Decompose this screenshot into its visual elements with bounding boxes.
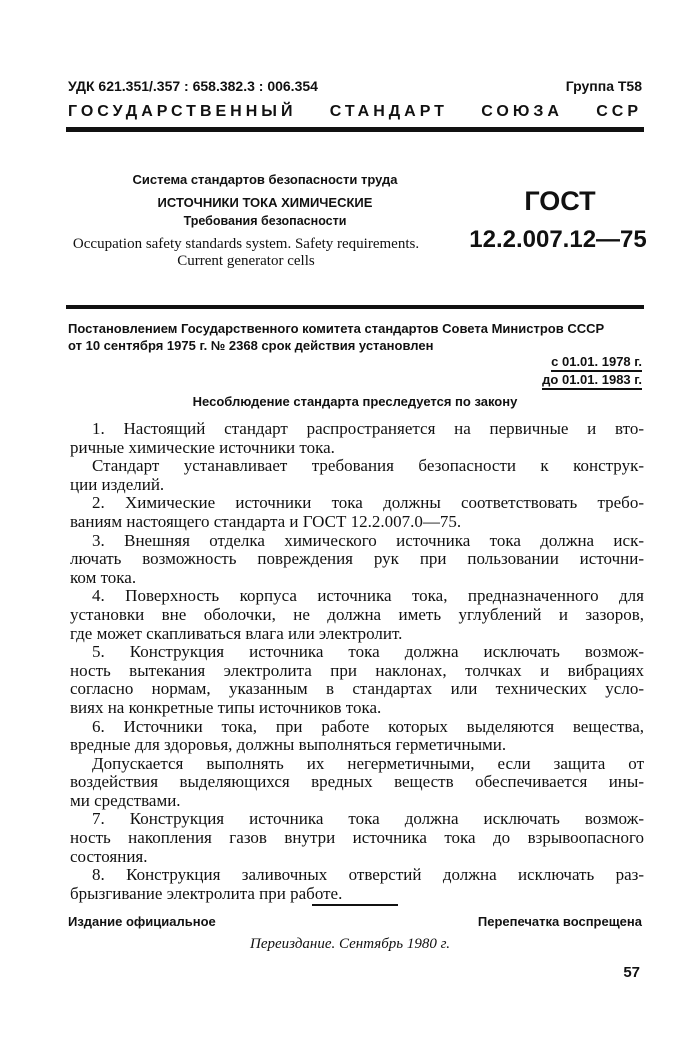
valid-to: до 01.01. 1983 г.	[542, 372, 642, 390]
banner-word: СОЮЗА	[481, 103, 563, 120]
udk-code: УДК 621.351/.357 : 658.382.3 : 006.354	[68, 78, 318, 94]
paragraph-line: брызгивание электролита при работе.	[70, 883, 343, 903]
paragraph-line: ваниям настоящего стандарта и ГОСТ 12.2.007.0—75.	[70, 511, 462, 531]
page-number: 57	[623, 964, 640, 981]
state-standard-banner	[68, 103, 642, 121]
paragraph	[70, 457, 644, 494]
banner-word: ССР	[596, 103, 642, 120]
paragraph-line: лючать возможность повреждения рук при пользовании источни-	[70, 549, 644, 569]
paragraph-line: 8. Конструкция заливочных отверстий должна исключать раз-	[92, 865, 644, 885]
paragraph	[70, 755, 644, 811]
paragraph-line: ность накопления газов внутри источника тока до взрывоопасного	[70, 828, 644, 848]
paragraph-line: 7. Конструкция источника тока должна исключать возмож-	[92, 809, 644, 829]
reprint-prohibited: Перепечатка воспрещена	[477, 914, 642, 929]
group-code: Группа Т58	[565, 78, 642, 94]
paragraph	[70, 643, 644, 717]
paragraph	[70, 494, 644, 531]
decree-line: от 10 сентября 1975 г. № 2368 срок действия установлен	[68, 338, 434, 353]
paragraph	[70, 420, 644, 457]
standards-system: Система стандартов безопасности труда	[132, 172, 398, 187]
paragraph-line: состояния.	[70, 846, 148, 866]
footer-separator	[312, 904, 398, 906]
title-rule	[66, 305, 644, 309]
paragraph-line: ком тока.	[70, 567, 137, 587]
decree-line: Постановлением Государственного комитета стандартов Совета Министров СССР	[68, 321, 605, 336]
paragraph-line: 4. Поверхность корпуса источника тока, предназначенного для	[92, 586, 644, 606]
paragraph-line: где может скапливаться влага или электролит.	[70, 623, 403, 643]
paragraph-line: ность вытекания электролита при наклонах, толчках и вибрациях	[70, 660, 644, 680]
paragraph-line: 3. Внешняя отделка химического источника тока должна иск-	[92, 530, 644, 550]
english-title-line: Current generator cells	[177, 253, 315, 269]
paragraph-line: Стандарт устанавливает требования безопасности к конструк-	[92, 456, 644, 476]
document-subtitle: Требования безопасности	[183, 214, 347, 228]
paragraph	[70, 532, 644, 588]
paragraph-line: ричные химические источники тока.	[70, 437, 335, 457]
paragraph-line: ции изделий.	[70, 474, 165, 494]
paragraph-line: 1. Настоящий стандарт распространяется на первичные и вто-	[92, 419, 644, 438]
english-title-line: Occupation safety standards system. Safety requirements.	[72, 236, 420, 252]
paragraph	[70, 866, 644, 903]
banner-word: ГОСУДАРСТВЕННЫЙ	[68, 103, 297, 120]
paragraph-line: 6. Источники тока, при работе которых выделяются вещества,	[92, 716, 644, 736]
paragraph-line: вредные для здоровья, должны выполняться герметичными.	[70, 735, 507, 755]
paragraph	[70, 810, 644, 866]
paragraph-line: 5. Конструкция источника тока должна исключать возмож-	[92, 642, 644, 662]
gost-number: 12.2.007.12—75	[469, 226, 647, 253]
banner-word: СТАНДАРТ	[329, 103, 448, 120]
gost-label: ГОСТ	[524, 186, 596, 216]
paragraph-line: установки вне оболочки, не должна иметь углублений и зазоров,	[70, 604, 644, 624]
header-rule	[66, 127, 644, 132]
document-body	[70, 420, 644, 903]
paragraph-line: 2. Химические источники тока должны соответствовать требо-	[92, 493, 644, 513]
document-title: ИСТОЧНИКИ ТОКА ХИМИЧЕСКИЕ	[157, 195, 373, 210]
reissue-note: Переиздание. Сентябрь 1980 г.	[250, 936, 450, 952]
paragraph	[70, 587, 644, 643]
paragraph-line: ми средствами.	[70, 790, 181, 810]
paragraph-line: Допускается выполнять их негерметичными, если защита от	[92, 753, 644, 773]
paragraph-line: воздействия выделяющихся вредных веществ обеспечивается ины-	[70, 772, 644, 792]
paragraph	[70, 718, 644, 755]
law-notice: Несоблюдение стандарта преследуется по закону	[192, 394, 518, 409]
official-edition: Издание официальное	[68, 914, 216, 929]
english-title	[46, 236, 446, 270]
paragraph-line: виях на конкретные типы источников тока.	[70, 697, 382, 717]
valid-from: с 01.01. 1978 г.	[551, 354, 642, 372]
paragraph-line: согласно нормам, указанным в стандартах или технических усло-	[70, 679, 644, 699]
decree-text	[68, 320, 642, 354]
